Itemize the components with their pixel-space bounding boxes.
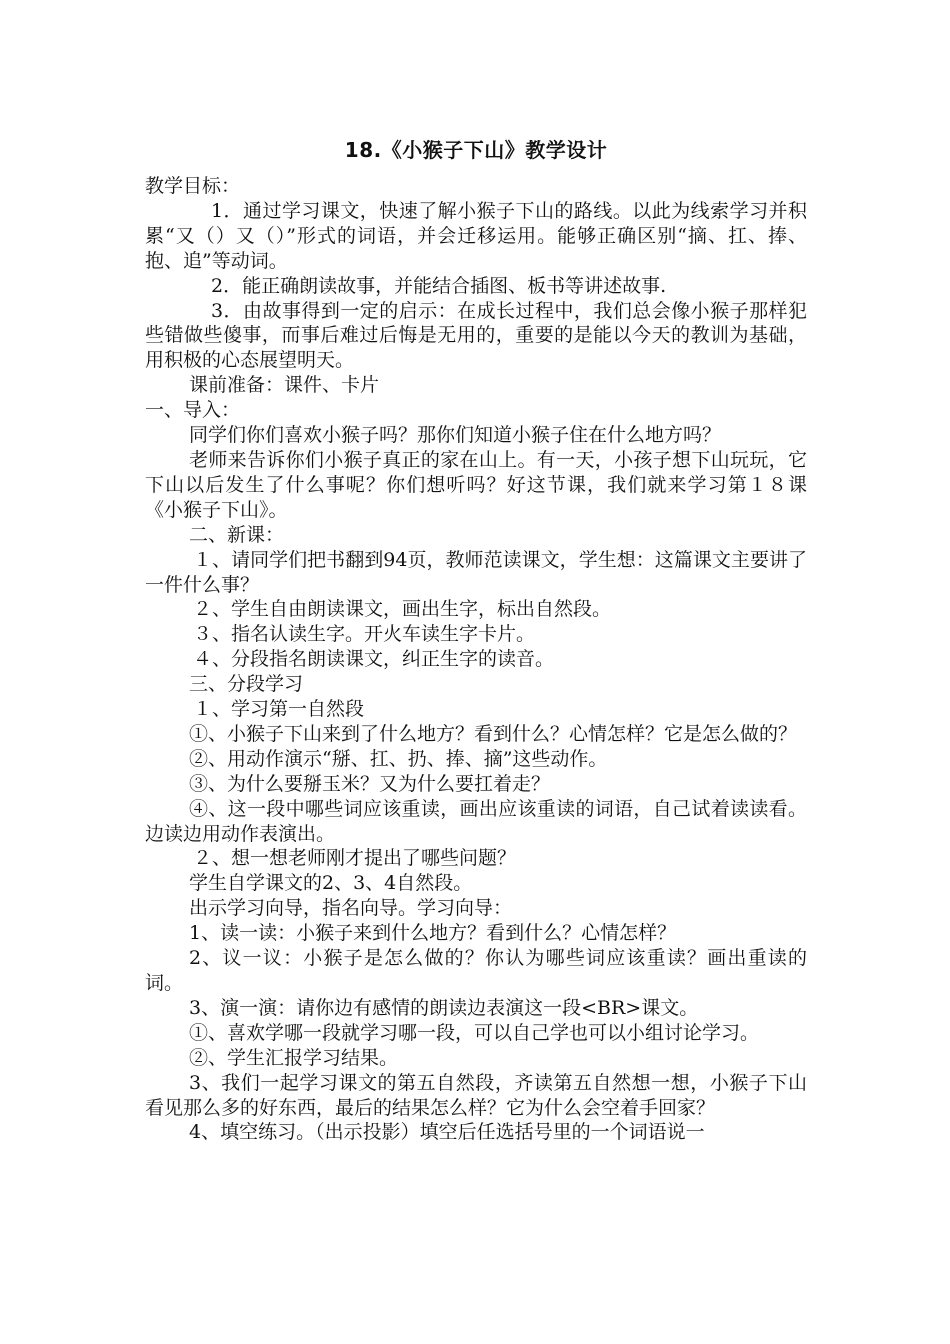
paragraph: ②、用动作演示“掰、扛、扔、捧、摘”这些动作。 xyxy=(189,747,608,770)
paragraph: ④、这一段中哪些词应该重读，画出应该重读的词语，自己试着读读看。边读边用动作表演出。 xyxy=(145,797,807,845)
paragraph: 1．通过学习课文，快速了解小猴子下山的路线。以此为线索学习并积累“又（）又（）”形式的词语，并会迁移运用。能够正确区别“摘、扛、捧、抱、追”等动词。 xyxy=(145,199,807,272)
paragraph: 1、读一读：小猴子来到什么地方？看到什么？心情怎样？ xyxy=(189,922,677,945)
paragraph: 2．能正确朗读故事，并能结合插图、板书等讲述故事. xyxy=(211,274,667,297)
paragraph: ②、学生汇报学习结果。 xyxy=(189,1046,399,1069)
paragraph: 三、分段学习 xyxy=(189,673,304,696)
paragraph: ③、为什么要掰玉米？又为什么要扛着走？ xyxy=(189,772,551,795)
paragraph: 教学目标： xyxy=(145,175,241,197)
paragraph: 出示学习向导，指名向导。学习向导： xyxy=(189,897,513,920)
paragraph: ①、喜欢学哪一段就学习哪一段，可以自己学也可以小组讨论学习。 xyxy=(189,1021,760,1044)
paragraph: 3、演一演：请你边有感情的朗读边表演这一段<BR>课文。 xyxy=(189,996,699,1019)
paragraph: 老师来告诉你们小猴子真正的家在山上。有一天，小孩子想下山玩玩，它下山以后发生了什么事呢？你们想听吗？好这节课，我们就来学习第１８课《小猴子下山》。 xyxy=(145,448,807,521)
paragraph: 一、导入： xyxy=(145,399,241,422)
paragraph: 2、议一议：小猴子是怎么做的？你认为哪些词应该重读？画出重读的词。 xyxy=(145,947,807,994)
paragraph: ①、小猴子下山来到了什么地方？看到什么？心情怎样？它是怎么做的？ xyxy=(189,722,798,745)
document-title: 18.《小猴子下山》教学设计 xyxy=(344,138,608,162)
paragraph: 3．由故事得到一定的启示：在成长过程中，我们总会像小猴子那样犯些错做些傻事，而事后难过后悔是无用的，重要的是能以今天的教训为基础，用积极的心态展望明天。 xyxy=(145,299,807,372)
paragraph: ２、学生自由朗读课文，画出生字，标出自然段。 xyxy=(193,598,612,621)
paragraph: 课前准备：课件、卡片 xyxy=(189,374,380,397)
paragraph: １、请同学们把书翻到94页，教师范读课文，学生想：这篇课文主要讲了一件什么事？ xyxy=(145,548,807,596)
document-body xyxy=(145,174,807,1145)
paragraph: 二、新课： xyxy=(189,523,285,546)
document-page xyxy=(145,136,807,1145)
paragraph: ３、指名认读生字。开火车读生字卡片。 xyxy=(193,623,536,646)
paragraph: 3、我们一起学习课文的第五自然段，齐读第五自然想一想，小猴子下山看见那么多的好东西，最后的结果怎么样？它为什么会空着手回家？ xyxy=(145,1071,807,1119)
paragraph: ２、想一想老师刚才提出了哪些问题？ xyxy=(193,847,517,870)
paragraph: １、学习第一自然段 xyxy=(193,698,365,721)
paragraph: ４、分段指名朗读课文，纠正生字的读音。 xyxy=(193,648,555,671)
paragraph: 学生自学课文的2、3、4自然段。 xyxy=(189,872,473,895)
paragraph: 4、填空练习。（出示投影）填空后任选括号里的一个词语说一 xyxy=(189,1121,705,1144)
paragraph: 同学们你们喜欢小猴子吗？那你们知道小猴子住在什么地方吗？ xyxy=(189,424,722,447)
